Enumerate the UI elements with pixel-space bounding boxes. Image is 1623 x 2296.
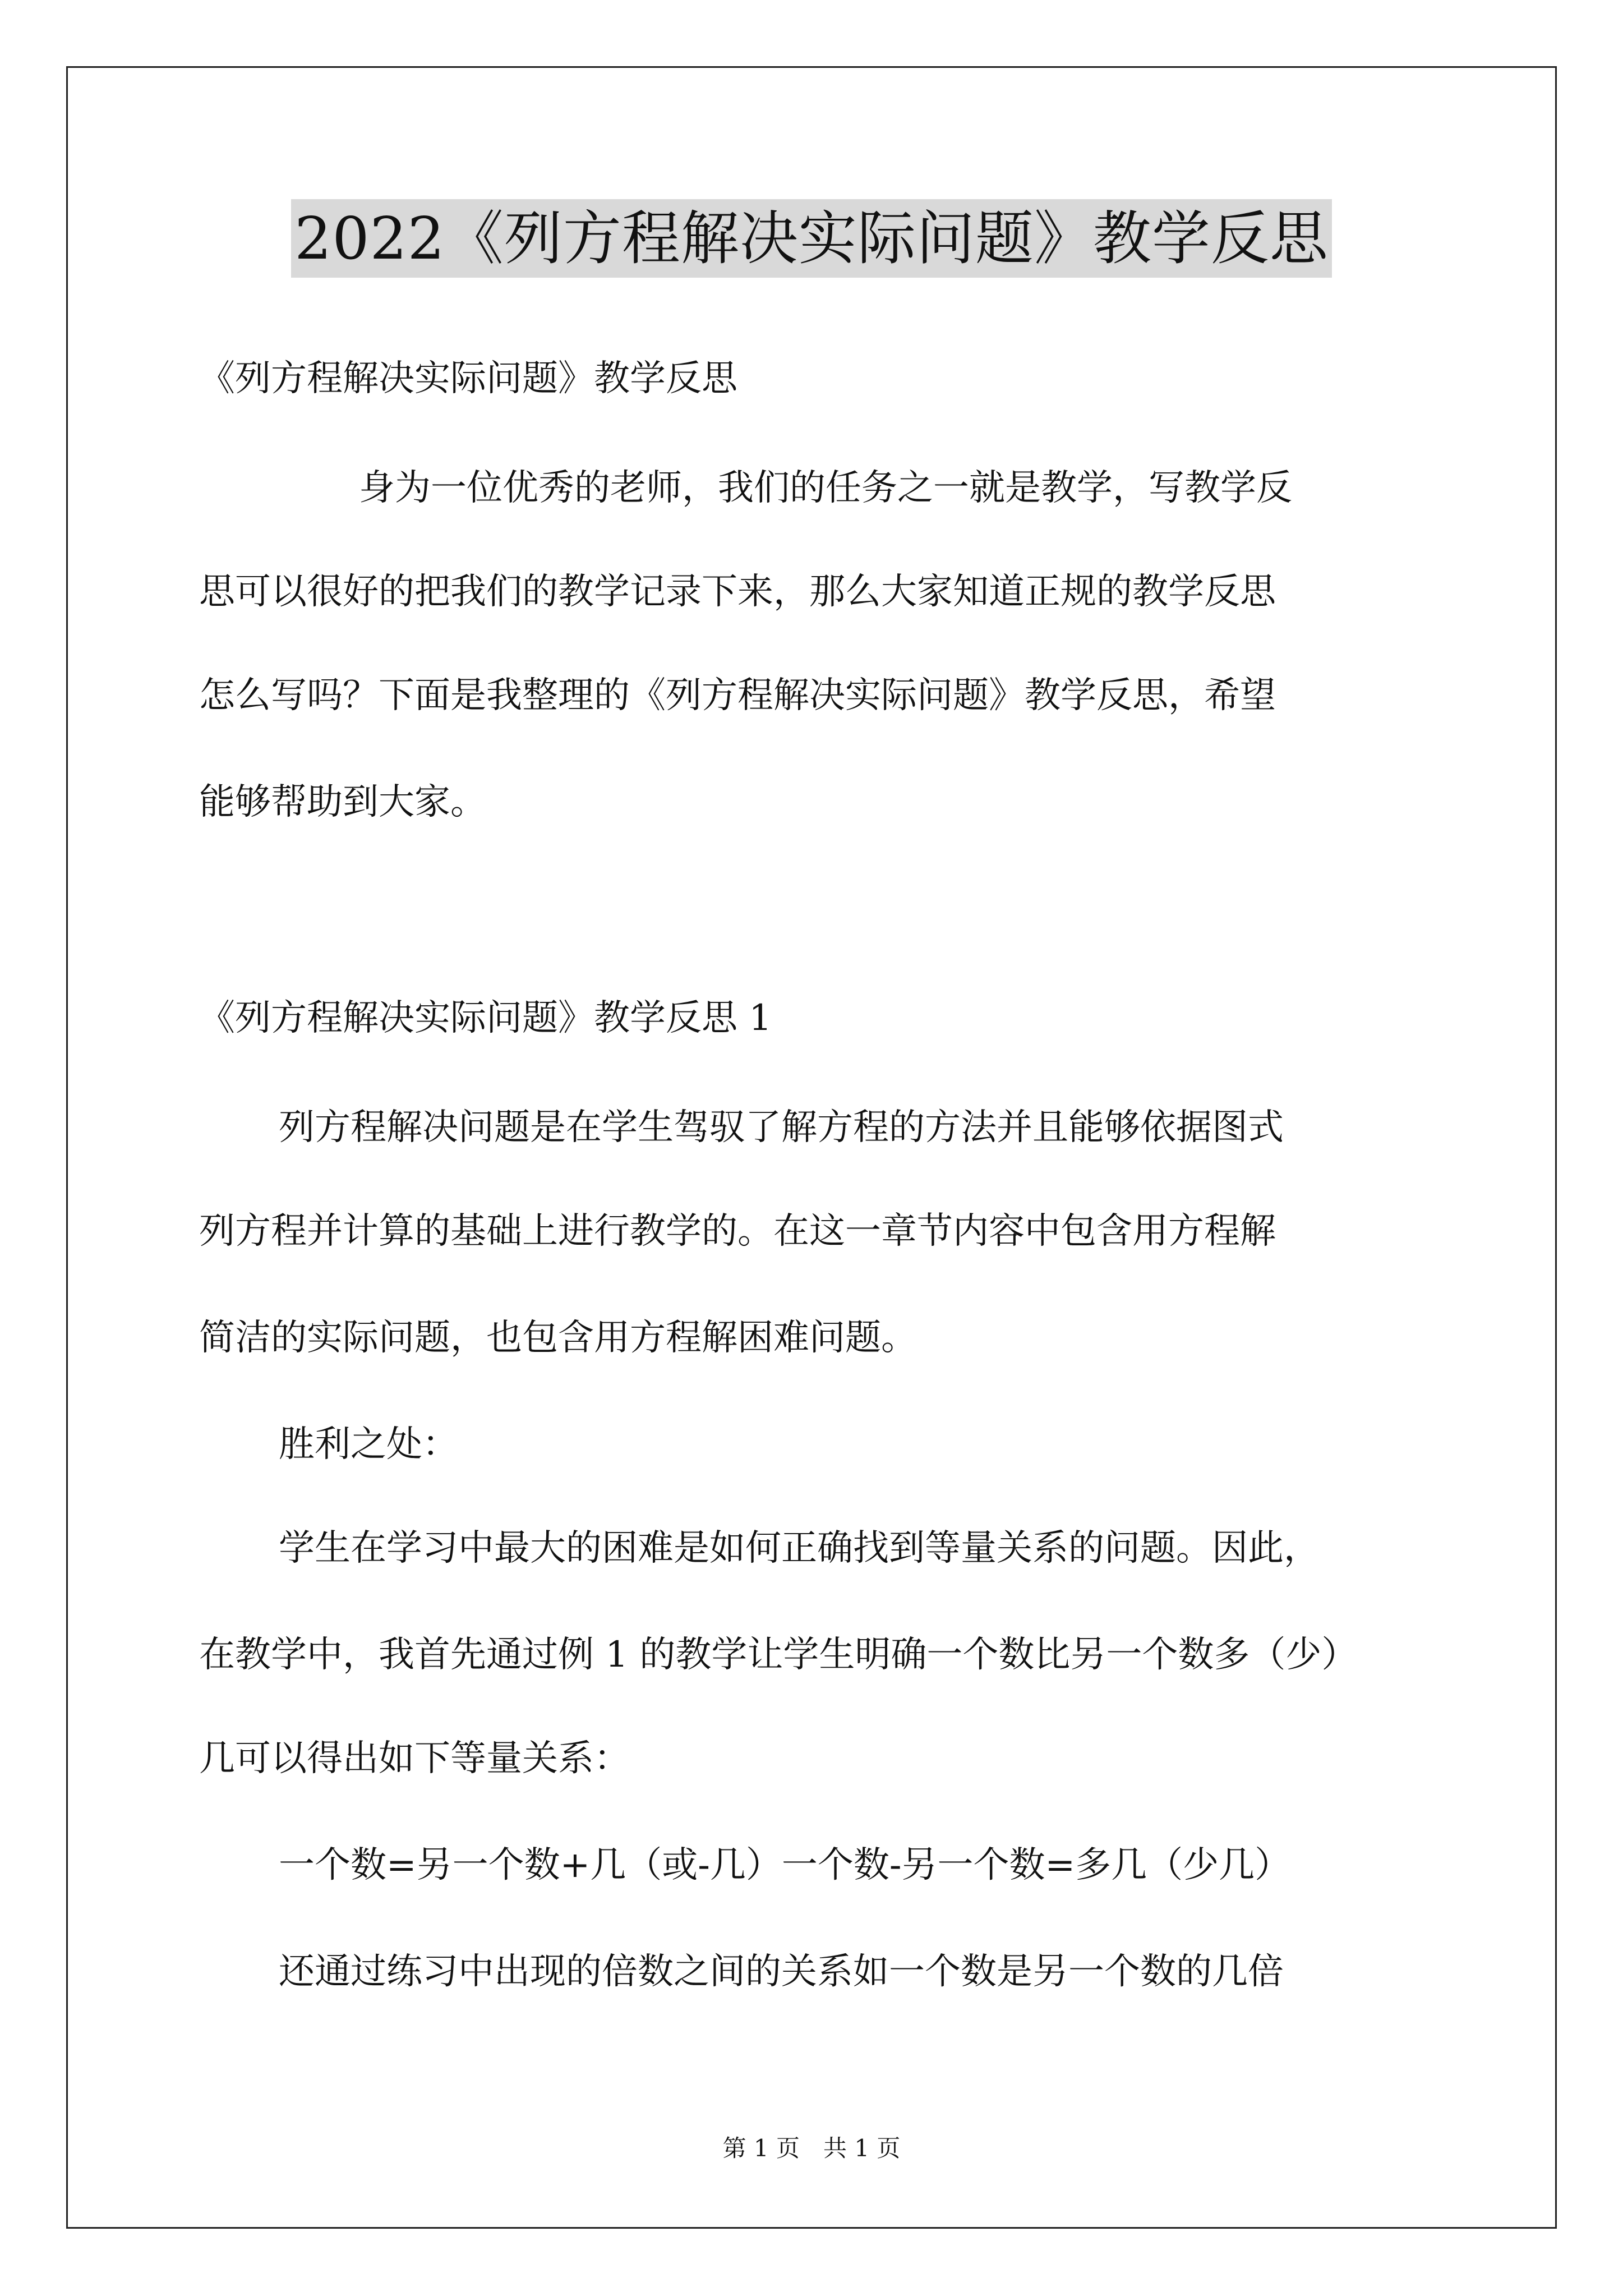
- paragraph-line: 身为一位优秀的老师，我们的任务之一就是教学，写教学反: [359, 467, 1292, 509]
- title-container: [0, 199, 1623, 278]
- subtitle-line: 《列方程解决实际问题》教学反思: [199, 358, 737, 399]
- paragraph-line: 怎么写吗？下面是我整理的《列方程解决实际问题》教学反思，希望: [199, 675, 1276, 716]
- paragraph-line: 列方程解决问题是在学生驾驭了解方程的方法并且能够依据图式: [279, 1107, 1284, 1148]
- paragraph-line: 一个数=另一个数+几（或-几）一个数-另一个数=多几（少几）: [279, 1844, 1291, 1886]
- paragraph-line: 胜利之处：: [279, 1424, 458, 1465]
- paragraph-line: 学生在学习中最大的困难是如何正确找到等量关系的问题。因此，: [279, 1527, 1320, 1569]
- page-footer: 第 1 页 共 1 页: [722, 2134, 901, 2162]
- paragraph-line: 几可以得出如下等量关系：: [199, 1738, 630, 1779]
- paragraph-line: 列方程并计算的基础上进行教学的。在这一章节内容中包含用方程解: [199, 1211, 1276, 1252]
- paragraph-line: 在教学中，我首先通过例 1 的教学让学生明确一个数比另一个数多（少）: [199, 1634, 1358, 1676]
- document-title: 2022《列方程解决实际问题》教学反思: [291, 199, 1332, 278]
- paragraph-line: 简洁的实际问题，也包含用方程解困难问题。: [199, 1317, 917, 1359]
- section-heading: 《列方程解决实际问题》教学反思 1: [199, 997, 772, 1039]
- paragraph-line: 能够帮助到大家。: [199, 781, 486, 823]
- paragraph-line: 还通过练习中出现的倍数之间的关系如一个数是另一个数的几倍: [279, 1951, 1284, 1993]
- paragraph-line: 思可以很好的把我们的教学记录下来，那么大家知道正规的教学反思: [199, 571, 1276, 613]
